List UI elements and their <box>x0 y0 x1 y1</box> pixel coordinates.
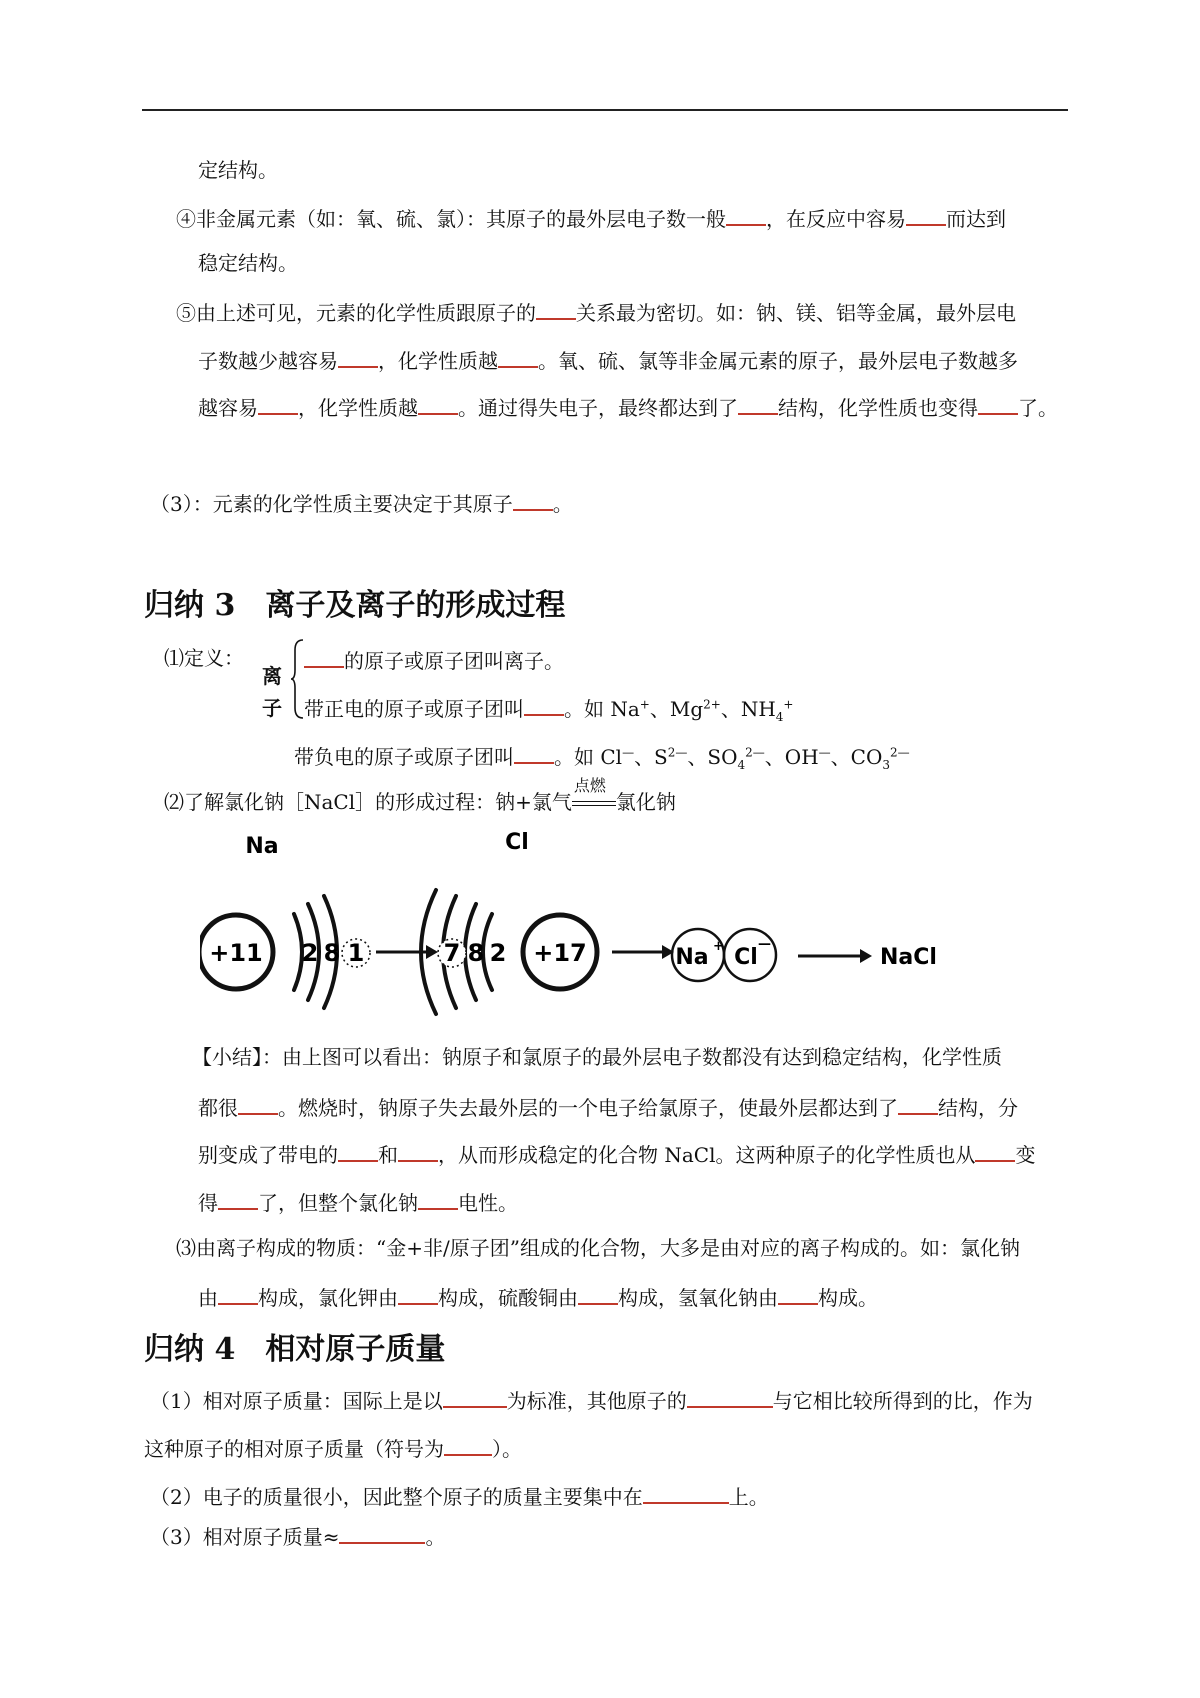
answer-blank[interactable] <box>513 487 553 511</box>
cl-shell-3: 7 <box>443 939 461 967</box>
answer-blank[interactable] <box>418 1186 458 1210</box>
answer-blank[interactable] <box>898 1091 938 1115</box>
na-shell-2: 8 <box>323 939 341 967</box>
cl-ion-charge: — <box>758 937 771 952</box>
text-line: 得 了，但整个氯化钠 电性。 <box>198 1186 518 1217</box>
answer-blank[interactable] <box>906 202 946 226</box>
text-line: （3）相对原子质量≈ 。 <box>150 1520 445 1551</box>
answer-blank[interactable] <box>978 391 1018 415</box>
text-line: 【小结】：由上图可以看出：钠原子和氯原子的最外层电子数都没有达到稳定结构，化学性质 <box>192 1045 1002 1069</box>
answer-blank[interactable] <box>578 1281 618 1305</box>
text-line: （1）相对原子质量：国际上是以 为标准，其他原子的 与它相比较所得到的比，作为 <box>150 1384 1033 1415</box>
na-ion-label: Na <box>675 945 709 970</box>
answer-blank[interactable] <box>218 1281 258 1305</box>
answer-blank[interactable] <box>498 344 538 368</box>
text-line: ⑵了解氯化钠［NaCl］的形成过程：钠+氯气 点燃 氯化钠 <box>164 776 676 814</box>
cl-shell-1: 2 <box>489 939 507 967</box>
arrow-icon <box>860 949 872 963</box>
answer-blank[interactable] <box>338 344 378 368</box>
section-heading: 归纳 4 相对原子质量 <box>144 1332 446 1367</box>
answer-blank[interactable] <box>738 391 778 415</box>
reaction-equals: 点燃 <box>572 788 616 816</box>
answer-blank[interactable] <box>218 1186 258 1210</box>
curly-brace-icon <box>290 638 304 720</box>
text-line: 越容易 ，化学性质越 。通过得失电子，最终都达到了 结构，化学性质也变得 了。 <box>198 391 1058 422</box>
answer-blank[interactable] <box>443 1384 507 1408</box>
na-shell-1: 2 <box>301 939 319 967</box>
text-line: 稳定结构。 <box>198 251 298 275</box>
text-line: （3）：元素的化学性质主要决定于其原子 。 <box>150 487 573 518</box>
answer-blank[interactable] <box>975 1138 1015 1162</box>
na-nucleus-charge: +11 <box>209 939 263 967</box>
cl-ion-label: Cl <box>734 945 758 970</box>
text-line: 的原子或原子团叫离子。 <box>304 644 564 675</box>
na-shell-3: 1 <box>347 939 365 967</box>
text-line: ④非金属元素（如：氧、硫、氯）：其原子的最外层电子数一般 ，在反应中容易 而达到 <box>176 202 1006 233</box>
answer-blank[interactable] <box>398 1281 438 1305</box>
text-line: 带正电的原子或原子团叫 。如 Na+、$Mg^{2+}$、$NH_4^+$ <box>304 692 793 723</box>
answer-blank[interactable] <box>238 1091 278 1115</box>
answer-blank[interactable] <box>418 391 458 415</box>
brace-char: 子 <box>262 696 282 720</box>
answer-blank[interactable] <box>643 1480 729 1504</box>
product-label: NaCl <box>880 945 937 970</box>
answer-blank[interactable] <box>339 1520 425 1544</box>
answer-blank[interactable] <box>258 391 298 415</box>
brace-char: 离 <box>262 664 282 688</box>
na-label: Na <box>245 834 279 859</box>
cl-nucleus-charge: +17 <box>533 939 587 967</box>
text-line: ⑶由离子构成的物质：“金+非/原子团”组成的化合物，大多是由对应的离子构成的。如：氯化钠 <box>176 1236 1020 1260</box>
text-line: 定结构。 <box>198 158 278 182</box>
text-line: 子数越少越容易 ，化学性质越 。氧、硫、氯等非金属元素的原子，最外层电子数越多 <box>198 344 1018 375</box>
answer-blank[interactable] <box>304 644 344 668</box>
answer-blank[interactable] <box>726 202 766 226</box>
cl-shell-2: 8 <box>467 939 485 967</box>
nacl-formation-diagram <box>200 830 960 1030</box>
text-line: ⑤由上述可见，元素的化学性质跟原子的 关系最为密切。如：钠、镁、铝等金属，最外层电 <box>176 296 1016 327</box>
answer-blank[interactable] <box>536 296 576 320</box>
section-heading: 归纳 3 离子及离子的形成过程 <box>144 588 566 623</box>
definition-label: ⑴定义： <box>164 646 244 670</box>
answer-blank[interactable] <box>514 740 554 764</box>
text-line: （2）电子的质量很小，因此整个原子的质量主要集中在 上。 <box>150 1480 769 1511</box>
answer-blank[interactable] <box>687 1384 773 1408</box>
text-line: 带负电的原子或原子团叫 。如 Cl—、$S^{2—}$、$SO_4^{2—}$、OH—、$CO_3^{2—}$ <box>294 740 910 771</box>
header-rule <box>142 109 1068 111</box>
text-line: 别变成了带电的 和 ，从而形成稳定的化合物 NaCl。这两种原子的化学性质也从 变 <box>198 1138 1035 1169</box>
answer-blank[interactable] <box>444 1432 492 1456</box>
arrow-icon <box>426 945 438 959</box>
answer-blank[interactable] <box>398 1138 438 1162</box>
answer-blank[interactable] <box>778 1281 818 1305</box>
na-ion-charge: + <box>713 939 724 954</box>
text-line: 由 构成，氯化钾由 构成，硫酸铜由 构成，氢氧化钠由 构成。 <box>198 1281 878 1312</box>
text-line: 这种原子的相对原子质量（符号为 ）。 <box>144 1432 522 1463</box>
cl-label: Cl <box>505 830 529 855</box>
answer-blank[interactable] <box>338 1138 378 1162</box>
answer-blank[interactable] <box>524 692 564 716</box>
text-line: 都很 。燃烧时，钠原子失去最外层的一个电子给氯原子，使最外层都达到了 结构，分 <box>198 1091 1018 1122</box>
